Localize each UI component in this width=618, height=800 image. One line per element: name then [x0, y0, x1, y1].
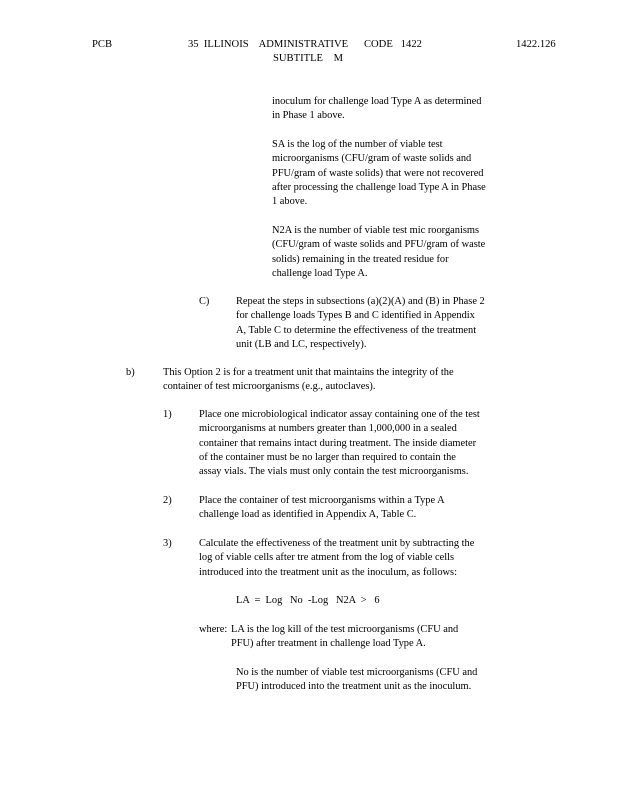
subsection-b-label: b) [126, 367, 135, 378]
header-center-line2: SUBTITLE M [273, 53, 344, 64]
subsection-c-label: C) [199, 296, 210, 307]
item-3-text: Calculate the effectiveness of the treatment unit by subtracting the log of viable cells after tre atment from the log of viable cells introduced into the treatment unit as the inoculum, as follows: [199, 538, 475, 578]
header-center-line1: 35 ILLINOIS ADMINISTRATIVE CODE 1422 [188, 39, 422, 50]
header-left: PCB [92, 39, 113, 50]
item-2-label: 2) [163, 495, 172, 506]
where-label: where: [199, 624, 228, 635]
item-2-text: Place the container of test microorganisms within a Type A challenge load as identified in Appendix A, Table C. [199, 495, 445, 521]
subsection-b-text: This Option 2 is for a treatment unit that maintains the integrity of the container of test microorganisms (e.g., autoclaves). [163, 367, 454, 393]
where-la-definition: LA is the log kill of the test microorganisms (CFU and PFU) after treatment in challenge load Type A. [231, 624, 459, 650]
where-no-definition: No is the number of viable test microorganisms (CFU and PFU) introduced into the treatment unit as the inoculum. [236, 667, 478, 693]
item-1-text: Place one microbiological indicator assay containing one of the test microorganisms at numbers greater than 1,000,000 in a sealed container that remains intact during treatment. The inside diameter of the container must be no larger than required to contain the assay vials. The vials must only contain the test microorganisms. [199, 409, 480, 478]
header-right: 1422.126 [516, 39, 556, 50]
subsection-c-text: Repeat the steps in subsections (a)(2)(A) and (B) in Phase 2 for challenge loads Types B and C identified in Appendix A, Table C to determine the effectiveness of the treatment unit (LB and LC, respectively). [236, 296, 485, 350]
formula: LA = Log No -Log N2A > 6 [236, 595, 380, 606]
paragraph-n2a-definition: N2A is the number of viable test mic roorganisms (CFU/gram of waste solids and PFU/gram of waste solids) remaining in the treated residue for challenge load Type A. [272, 225, 486, 279]
paragraph-inoculum: inoculum for challenge load Type A as determined in Phase 1 above. [272, 96, 482, 122]
item-1-label: 1) [163, 409, 172, 420]
paragraph-sa-definition: SA is the log of the number of viable test microorganisms (CFU/gram of waste solids and PFU/gram of waste solids) that were not recovered after processing the challenge load Type A in Phase 1 above. [272, 139, 486, 208]
item-3-label: 3) [163, 538, 172, 549]
